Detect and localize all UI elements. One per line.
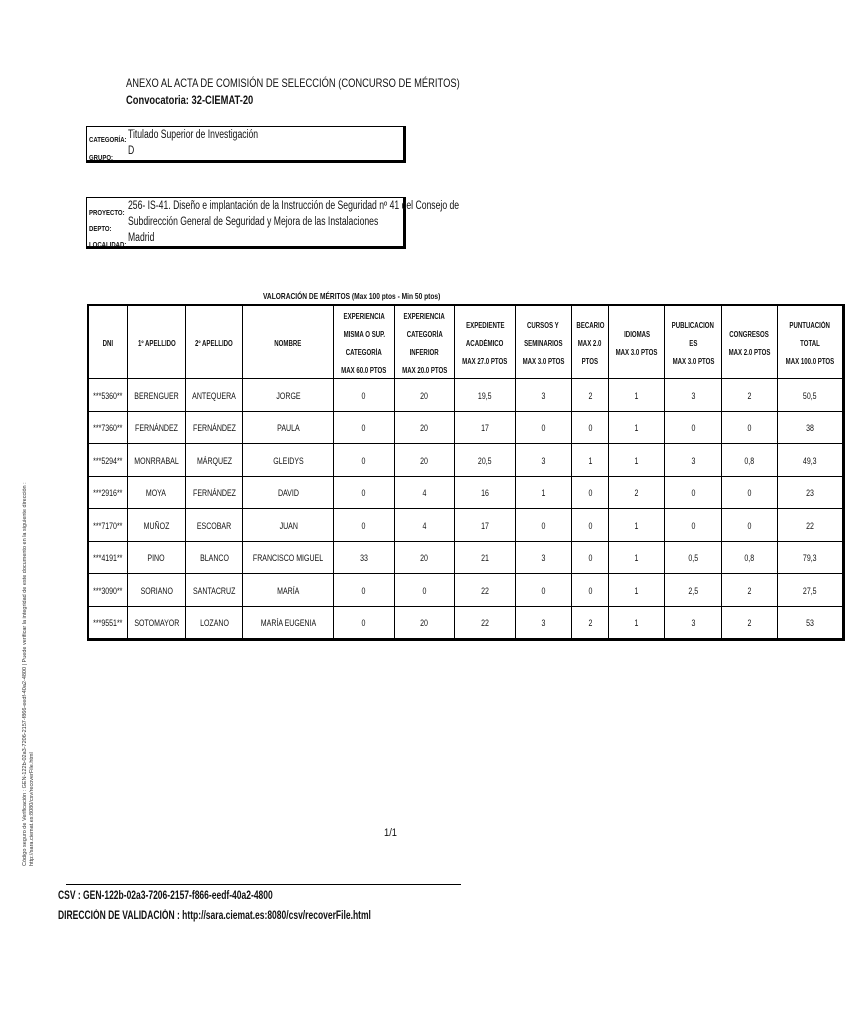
table-cell [515, 411, 571, 444]
cell-value: PAULA [277, 423, 300, 434]
cell-value: 2 [747, 618, 752, 629]
table-cell [455, 379, 515, 412]
table-cell [186, 509, 243, 542]
validation-address: DIRECCIÓN DE VALIDACIÓN : http://sara.ciemat.es:8080/csv/recoverFile.html [58, 910, 371, 922]
table-cell [455, 541, 515, 574]
table-cell [515, 379, 571, 412]
cell-value: MARÍA EUGENIA [260, 618, 316, 629]
column-header-text: EXPERIENCIA [403, 312, 446, 321]
cell-value: 20,5 [478, 455, 492, 466]
column-header [722, 305, 778, 379]
table-row [88, 509, 843, 542]
table-cell [88, 379, 127, 412]
table-cell [334, 411, 394, 444]
category-box [86, 126, 406, 163]
column-header-text: MAX 27.0 PTOS [462, 357, 508, 366]
table-cell [722, 509, 778, 542]
project-box [86, 197, 460, 249]
cell-value: ***4191** [93, 553, 123, 564]
document-header [126, 76, 554, 107]
table-cell [609, 606, 665, 640]
cell-value: 3 [541, 455, 546, 466]
table-row [88, 379, 843, 412]
table-cell [88, 509, 127, 542]
table-cell [88, 411, 127, 444]
table-cell [571, 509, 609, 542]
cell-value: SANTACRUZ [193, 585, 236, 596]
cell-value: 2 [588, 618, 592, 629]
table-cell [334, 379, 394, 412]
cell-value: 1 [634, 520, 639, 531]
table-cell [455, 476, 515, 509]
depto-row [89, 216, 379, 233]
cell-value: 0 [362, 520, 366, 531]
column-header-text: SEMINARIOS [523, 339, 563, 348]
cell-value: 0,8 [744, 455, 755, 466]
table-cell [186, 606, 243, 640]
table-cell [777, 379, 843, 412]
cell-value: FERNÁNDEZ [192, 488, 236, 499]
cell-value: 33 [360, 553, 368, 564]
cell-value: 3 [691, 390, 696, 401]
table-cell [127, 574, 186, 607]
column-header-text: PUNTUACIÓN [789, 321, 831, 330]
table-cell [571, 444, 609, 477]
categoria-label: CATEGORÍA: [89, 135, 127, 144]
footer-divider [66, 884, 461, 885]
table-row [88, 476, 843, 509]
cell-value: 3 [541, 553, 546, 564]
column-header [334, 305, 394, 379]
table-cell [127, 476, 186, 509]
table-cell [88, 574, 127, 607]
column-header-text: MAX 20.0 PTOS [401, 366, 448, 375]
column-header-text: MAX 2.0 PTOS [728, 348, 771, 357]
convocatoria-title: Convocatoria: 32-CIEMAT-20 [126, 93, 254, 107]
table-cell [455, 444, 515, 477]
table-row [88, 444, 843, 477]
column-header-text: NOMBRE [274, 339, 302, 348]
cell-value: 19,5 [478, 390, 492, 401]
cell-value: 1 [588, 455, 592, 466]
table-cell [127, 411, 186, 444]
cell-value: ANTEQUERA [192, 390, 237, 401]
column-header-text: MISMA O SUP. [343, 330, 385, 339]
table-cell [455, 509, 515, 542]
cell-value: 0 [362, 488, 366, 499]
table-cell [777, 574, 843, 607]
cell-value: 22 [806, 520, 814, 531]
table-cell [571, 606, 609, 640]
cell-value: BERENGUER [134, 390, 179, 401]
cell-value: 0 [691, 488, 696, 499]
cell-value: 17 [480, 520, 489, 531]
cell-value: 1 [634, 455, 639, 466]
column-header-text: MAX 3.0 PTOS [672, 357, 715, 366]
cell-value: 1 [634, 618, 639, 629]
table-cell [127, 444, 186, 477]
cell-value: 79,3 [803, 553, 817, 564]
column-header-text: CONGRESOS [729, 330, 770, 339]
csv-code: CSV : GEN-122b-02a3-7206-2157-f866-eedf-40a2-4800 [58, 890, 273, 902]
table-cell [609, 476, 665, 509]
table-cell [394, 379, 454, 412]
cell-value: 0 [691, 520, 696, 531]
table-cell [186, 411, 243, 444]
table-cell [88, 541, 127, 574]
table-cell [243, 476, 334, 509]
cell-value: ***2916** [93, 488, 123, 499]
table-cell [777, 509, 843, 542]
column-header-text: BECARIO [575, 321, 605, 330]
cell-value: MONRRABAL [134, 455, 179, 466]
table-cell [394, 509, 454, 542]
cell-value: 0 [541, 423, 546, 434]
categoria-row [89, 129, 259, 145]
cell-value: 16 [480, 488, 489, 499]
grupo-label: GRUPO: [89, 153, 113, 162]
column-header [777, 305, 843, 379]
table-cell [609, 541, 665, 574]
table-cell [571, 541, 609, 574]
table-cell [243, 574, 334, 607]
cell-value: MUÑOZ [143, 520, 170, 531]
table-row [88, 574, 843, 607]
column-header [665, 305, 722, 379]
table-cell [665, 541, 722, 574]
column-header [243, 305, 334, 379]
cell-value: 2 [588, 390, 592, 401]
cell-value: 0 [747, 520, 752, 531]
column-header-text: CURSOS Y [527, 321, 559, 330]
table-cell [609, 411, 665, 444]
cell-value: 0 [362, 423, 366, 434]
column-header-text: 1º APELLIDO [137, 339, 176, 348]
cell-value: 3 [691, 618, 696, 629]
cell-value: 2 [747, 585, 752, 596]
column-header-text: MAX 60.0 PTOS [341, 366, 387, 375]
cell-value: 27,5 [803, 585, 817, 596]
column-header-text: CATEGORÍA [406, 330, 443, 339]
cell-value: 0,5 [688, 553, 699, 564]
localidad-value: Madrid [128, 232, 155, 244]
cell-value: 1 [634, 390, 639, 401]
cell-value: ***7170** [93, 520, 123, 531]
cell-value: 22 [480, 585, 489, 596]
cell-value: 3 [541, 390, 546, 401]
cell-value: LOZANO [199, 618, 229, 629]
table-cell [394, 574, 454, 607]
column-header-text: MAX 3.0 PTOS [616, 348, 658, 357]
table-cell [515, 509, 571, 542]
cell-value: 17 [480, 423, 489, 434]
cell-value: 0 [747, 488, 752, 499]
table-cell [722, 574, 778, 607]
table-row [88, 541, 843, 574]
cell-value: ***5360** [93, 390, 123, 401]
cell-value: 0 [588, 520, 592, 531]
cell-value: 0 [541, 585, 546, 596]
table-cell [127, 606, 186, 640]
table-cell [127, 509, 186, 542]
cell-value: FERNÁNDEZ [134, 423, 178, 434]
column-header [127, 305, 186, 379]
cell-value: 38 [806, 423, 814, 434]
table-cell [777, 606, 843, 640]
cell-value: 20 [420, 390, 429, 401]
column-header-text: CATEGORÍA [345, 348, 382, 357]
column-header-text: ES [689, 339, 698, 348]
table-cell [243, 411, 334, 444]
cell-value: 2,5 [688, 585, 699, 596]
cell-value: 2 [634, 488, 639, 499]
cell-value: 0 [362, 455, 366, 466]
column-header [394, 305, 454, 379]
cell-value: 0 [362, 585, 366, 596]
cell-value: 1 [541, 488, 546, 499]
table-cell [665, 574, 722, 607]
proyecto-value: 256- IS-41. Diseño e implantación de la Instrucción de Seguridad nº 41 del Consejo de [128, 200, 460, 212]
cell-value: 0 [588, 488, 592, 499]
column-header-text: INFERIOR [409, 348, 439, 357]
table-cell [609, 574, 665, 607]
cell-value: 4 [422, 520, 427, 531]
table-cell [777, 476, 843, 509]
table-cell [515, 476, 571, 509]
cell-value: 21 [480, 553, 489, 564]
table-cell [243, 606, 334, 640]
proyecto-row [89, 200, 460, 217]
table-cell [571, 476, 609, 509]
cell-value: 2 [747, 390, 752, 401]
cell-value: BLANCO [199, 553, 229, 564]
cell-value: ***9551** [93, 618, 123, 629]
table-cell [777, 541, 843, 574]
column-header [571, 305, 609, 379]
cell-value: MARÍA [277, 585, 300, 596]
table-cell [88, 606, 127, 640]
document-title: ANEXO AL ACTA DE COMISIÓN DE SELECCIÓN (CONCURSO DE MÉRITOS) [126, 76, 460, 90]
cell-value: 50,5 [803, 390, 817, 401]
cell-value: MOYA [146, 488, 167, 499]
table-cell [186, 476, 243, 509]
depto-label: DEPTO: [89, 224, 112, 233]
cell-value: 20 [420, 455, 429, 466]
table-cell [127, 379, 186, 412]
cell-value: ***3090** [93, 585, 123, 596]
table-row [88, 411, 843, 444]
column-header-text: DNI [102, 339, 114, 348]
table-cell [334, 541, 394, 574]
cell-value: FRANCISCO MIGUEL [253, 553, 324, 564]
table-cell [455, 411, 515, 444]
table-cell [665, 509, 722, 542]
cell-value: 0 [362, 618, 366, 629]
column-header-text: 2º APELLIDO [195, 339, 234, 348]
table-cell [334, 606, 394, 640]
table-cell [722, 476, 778, 509]
cell-value: SORIANO [140, 585, 173, 596]
table-cell [571, 411, 609, 444]
verification-side-text [22, 482, 36, 866]
table-cell [334, 574, 394, 607]
cell-value: GLEIDYS [273, 455, 304, 466]
cell-value: MÁRQUEZ [196, 455, 232, 466]
table-cell [722, 541, 778, 574]
table-cell [722, 444, 778, 477]
cell-value: 20 [420, 423, 429, 434]
table-cell [515, 574, 571, 607]
table-cell [186, 379, 243, 412]
cell-value: 0 [747, 423, 752, 434]
cell-value: 0 [691, 423, 696, 434]
table-cell [186, 541, 243, 574]
cell-value: 1 [634, 585, 639, 596]
proyecto-label: PROYECTO: [89, 208, 125, 217]
table-cell [609, 509, 665, 542]
verification-line-2: http://sara.ciemat.es:8080/csv/recoverFile.html [29, 752, 35, 866]
table-cell [722, 411, 778, 444]
cell-value: DAVID [277, 488, 299, 499]
cell-value: 1 [634, 553, 639, 564]
cell-value: ***5294** [93, 455, 123, 466]
column-header-text: PUBLICACION [672, 321, 715, 330]
table-cell [665, 444, 722, 477]
cell-value: 0,8 [744, 553, 755, 564]
table-cell [394, 411, 454, 444]
table-cell [665, 606, 722, 640]
depto-value: Subdirección General de Seguridad y Mejora de las Instalaciones [128, 216, 379, 228]
column-header-text: MAX 3.0 PTOS [522, 357, 564, 366]
table-cell [334, 444, 394, 477]
table-cell [609, 444, 665, 477]
table-cell [186, 444, 243, 477]
table-cell [243, 509, 334, 542]
cell-value: 0 [422, 585, 427, 596]
cell-value: 20 [420, 553, 429, 564]
cell-value: SOTOMAYOR [133, 618, 179, 629]
table-cell [243, 541, 334, 574]
localidad-row [89, 232, 155, 249]
cell-value: PINO [147, 553, 165, 564]
table-cell [334, 476, 394, 509]
table-cell [243, 444, 334, 477]
table-cell [665, 411, 722, 444]
table-cell [777, 444, 843, 477]
cell-value: 3 [691, 455, 696, 466]
cell-value: 20 [420, 618, 429, 629]
table-cell [88, 476, 127, 509]
cell-value: 0 [588, 553, 592, 564]
table-cell [394, 606, 454, 640]
table-header-row [88, 305, 843, 379]
table-cell [777, 411, 843, 444]
table-cell [515, 444, 571, 477]
localidad-label: LOCALIDAD: [89, 240, 127, 249]
table-cell [665, 476, 722, 509]
table-cell [665, 379, 722, 412]
merits-table [87, 304, 845, 641]
table-cell [334, 509, 394, 542]
table-cell [88, 444, 127, 477]
grupo-row [89, 145, 135, 162]
cell-value: 23 [806, 488, 814, 499]
table-cell [127, 541, 186, 574]
grupo-value: D [128, 145, 135, 157]
table-cell [609, 379, 665, 412]
column-header-text: EXPERIENCIA [343, 312, 385, 321]
column-header-text: ACADÉMICO [466, 339, 504, 348]
table-cell [186, 574, 243, 607]
cell-value: JUAN [279, 520, 298, 531]
cell-value: ***7360** [93, 423, 123, 434]
cell-value: 49,3 [803, 455, 817, 466]
table-cell [394, 541, 454, 574]
table-cell [515, 541, 571, 574]
page-number: 1/1 [384, 827, 398, 839]
column-header [455, 305, 515, 379]
cell-value: 3 [541, 618, 546, 629]
table-cell [455, 606, 515, 640]
categoria-value: Titulado Superior de Investigación [128, 129, 259, 141]
column-header-text: EXPEDIENTE [465, 321, 505, 330]
cell-value: 0 [588, 423, 592, 434]
cell-value: FERNÁNDEZ [192, 423, 236, 434]
table-cell [722, 379, 778, 412]
table-caption: VALORACIÓN DE MÉRITOS (Max 100 ptos - Min 50 ptos) [263, 291, 441, 301]
table-cell [515, 606, 571, 640]
table-cell [571, 379, 609, 412]
table-cell [455, 574, 515, 607]
cell-value: 22 [480, 618, 489, 629]
verification-line-1: Código seguro de Verificación : GEN-122b-02a3-7206-2157-f866-eedf-40a2-4800 | Puede verificar la integridad de este documento en la siguiente dirección : [22, 482, 28, 866]
cell-value: 0 [588, 585, 592, 596]
column-header-text: PTOS [581, 357, 599, 366]
cell-value: 0 [541, 520, 546, 531]
cell-value: 1 [634, 423, 639, 434]
cell-value: JORGE [276, 390, 301, 401]
table-cell [243, 379, 334, 412]
column-header [515, 305, 571, 379]
column-header-text: MAX 2.0 [578, 339, 602, 348]
table-cell [394, 444, 454, 477]
table-cell [722, 606, 778, 640]
column-header-text: TOTAL [800, 339, 820, 348]
table-cell [394, 476, 454, 509]
cell-value: 0 [362, 390, 366, 401]
cell-value: ESCOBAR [197, 520, 232, 531]
table-row [88, 606, 843, 640]
cell-value: 53 [806, 618, 814, 629]
cell-value: 4 [422, 488, 427, 499]
table-cell [571, 574, 609, 607]
column-header [609, 305, 665, 379]
column-header-text: MAX 100.0 PTOS [785, 357, 835, 366]
column-header [88, 305, 127, 379]
column-header [186, 305, 243, 379]
column-header-text: IDIOMAS [623, 330, 650, 339]
